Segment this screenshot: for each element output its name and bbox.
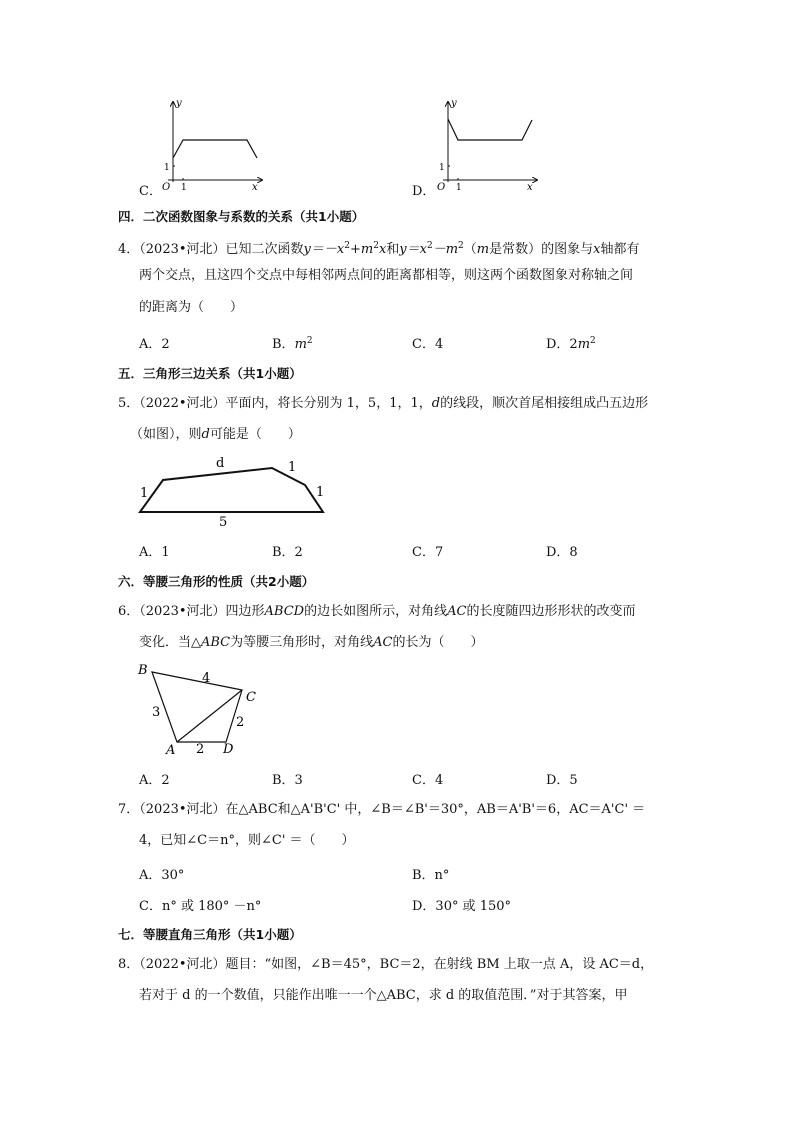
origin-label: O <box>162 182 171 193</box>
question-4-line-2: 两个交点，且这四个交点中每相邻两点间的距离都相等，则这两个函数图象对称轴之间 <box>139 268 634 283</box>
question-5-line-1: 5．（2022•河北）平面内，将长分别为 1，5，1，1，d的线段，顺次首尾相接组成凸五边形 <box>118 396 649 411</box>
vertex-d: D <box>223 742 234 757</box>
section-4-title: 四．二次函数图象与系数的关系（共1小题） <box>118 209 365 224</box>
q6-option-a: A．2 <box>139 773 170 788</box>
section-7-title: 七．等腰直角三角形（共1小题） <box>118 927 302 942</box>
q7-option-a: A．30° <box>139 868 185 883</box>
y-axis-label: y <box>451 98 457 109</box>
q4-option-b: B．$m^2$ <box>272 336 313 352</box>
q5-option-c: C．7 <box>412 545 444 560</box>
pentagon-figure <box>130 450 340 530</box>
side-label-left: 1 <box>140 486 149 501</box>
side-label-right: 1 <box>316 485 325 500</box>
question-4-line-1: 4．（2023•河北）已知二次函数$y=-x^2+m^2x$和$y=x^2-m^2(m$是常数）的图象与x轴都有 <box>118 241 640 257</box>
quadrilateral-figure <box>130 660 270 760</box>
q5-option-b: B．2 <box>272 545 303 560</box>
side-ad: 2 <box>196 742 205 757</box>
side-ab: 3 <box>152 705 161 720</box>
q4-option-a: A．2 <box>139 337 170 352</box>
y-axis-label: y <box>176 98 182 109</box>
question-8-line-2: 若对于 d 的一个数值，只能作出唯一一个△ABC，求 d 的取值范围．”对于其答案，甲 <box>139 988 628 1003</box>
vertex-a: A <box>166 743 176 758</box>
question-7-line-1: 7．（2023•河北）在△ABC和△A'B'C' 中，∠B＝∠B'＝30°，AB＝A'B'＝6，AC＝A'C' ＝ <box>118 802 646 817</box>
function-curve <box>448 119 532 140</box>
q6-option-b: B．3 <box>272 773 303 788</box>
side-label-d: d <box>216 456 225 471</box>
function-curve <box>173 140 257 158</box>
question-5-line-2: （如图），则d可能是（ ） <box>130 427 301 442</box>
graph-option-d <box>425 92 545 196</box>
question-7-line-2: 4，已知∠C＝n°，则∠C' ＝（ ） <box>139 833 355 848</box>
side-label-right-top: 1 <box>288 460 297 475</box>
q4-option-c: C．4 <box>412 337 444 352</box>
side-label-bottom: 5 <box>219 515 228 530</box>
x-axis-label: x <box>252 182 258 193</box>
x-tick-1: 1 <box>456 183 462 193</box>
section-5-title: 五．三角形三边关系（共1小题） <box>118 366 302 381</box>
question-4-line-3: 的距离为（ ） <box>139 300 244 315</box>
graph-option-c <box>150 92 270 196</box>
side-cd: 2 <box>236 715 245 730</box>
q6-option-c: C．4 <box>412 773 444 788</box>
question-6-line-2: 变化．当△ABC为等腰三角形时，对角线AC的长为（ ） <box>139 635 484 650</box>
q7-option-c: C．n° 或 180° －n° <box>139 899 262 914</box>
vertex-b: B <box>138 663 148 678</box>
q4-option-d: D．$2m^2$ <box>546 336 596 352</box>
q5-option-a: A．1 <box>139 545 170 560</box>
vertex-c: C <box>246 690 256 705</box>
x-axis-label: x <box>527 182 533 193</box>
origin-label: O <box>437 182 446 193</box>
option-c-label: C． <box>139 184 162 199</box>
q7-option-b: B．n° <box>412 868 450 883</box>
q6-option-d: D．5 <box>546 773 578 788</box>
q7-option-d: D．30° 或 150° <box>412 899 512 914</box>
y-tick-1: 1 <box>439 163 445 173</box>
x-tick-1: 1 <box>181 183 187 193</box>
section-6-title: 六．等腰三角形的性质（共2小题） <box>118 574 315 589</box>
option-d-label: D． <box>412 184 436 199</box>
side-bc: 4 <box>202 671 211 686</box>
y-tick-1: 1 <box>164 163 170 173</box>
question-8-line-1: 8．（2022•河北）题目：“如图，∠B＝45°，BC＝2，在射线 BM 上取一点 A，设 AC＝d， <box>118 957 654 972</box>
q5-option-d: D．8 <box>546 545 578 560</box>
question-6-line-1: 6．（2023•河北）四边形ABCD的边长如图所示，对角线AC的长度随四边形形状的改变而 <box>118 604 636 619</box>
